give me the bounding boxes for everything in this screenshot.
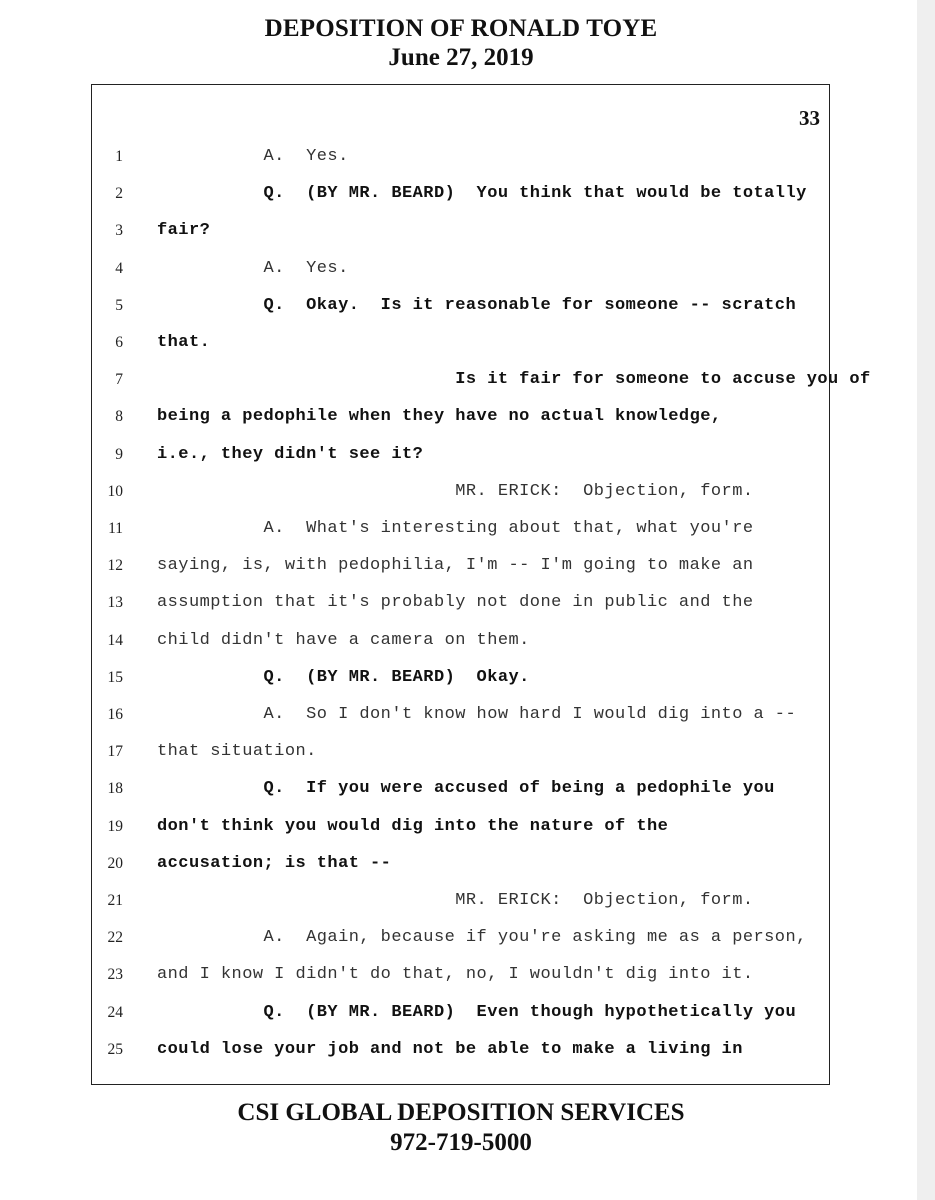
transcript-line (0, 330, 860, 356)
page-number: 33 (799, 106, 820, 130)
transcript-line (0, 851, 860, 877)
line-number: 9 (115, 445, 123, 463)
line-number: 25 (107, 1040, 123, 1058)
line-text: Q. (BY MR. BEARD) Even though hypothetically you (157, 1002, 797, 1022)
deposition-date: June 27, 2019 (388, 44, 534, 71)
line-text: being a pedophile when they have no actual knowledge, (157, 407, 722, 427)
line-text: MR. ERICK: Objection, form. (157, 891, 754, 910)
line-text: Q. Okay. Is it reasonable for someone -- scratch (157, 295, 797, 315)
line-number: 23 (107, 966, 123, 984)
transcript-line (0, 553, 860, 579)
line-number: 20 (107, 854, 123, 872)
court-reporter-company: CSI GLOBAL DEPOSITION SERVICES (237, 1099, 685, 1126)
line-text: that situation. (157, 742, 317, 762)
line-text: saying, is, with pedophilia, I'm -- I'm going to make an (157, 556, 754, 576)
line-text: and I know I didn't do that, no, I wouldn't dig into it. (157, 965, 754, 985)
line-text: accusation; is that -- (157, 853, 392, 873)
line-number: 19 (107, 817, 123, 835)
transcript-line (0, 814, 860, 840)
transcript-line (0, 1037, 860, 1063)
transcript-line (0, 776, 860, 802)
line-text: fair? (157, 221, 211, 241)
transcript-line (0, 739, 860, 765)
line-text: Is it fair for someone to accuse you of (157, 370, 871, 390)
line-number: 21 (107, 892, 123, 909)
transcript-line (0, 256, 860, 282)
line-number: 14 (107, 631, 123, 649)
line-text: MR. ERICK: Objection, form. (157, 481, 754, 501)
line-text: A. What's interesting about that, what you're (157, 519, 754, 538)
line-number: 11 (108, 520, 123, 537)
deposition-title: DEPOSITION OF RONALD TOYE (264, 15, 658, 42)
line-text: don't think you would dig into the nature of the (157, 816, 669, 836)
transcript-line (0, 218, 860, 244)
line-number: 5 (115, 296, 123, 314)
line-text: Q. If you were accused of being a pedophile you (157, 779, 775, 799)
transcript-line (0, 181, 860, 207)
line-number: 13 (107, 594, 123, 612)
line-text: A. Yes. (157, 258, 349, 278)
transcript-line (0, 479, 860, 505)
transcript-line (0, 404, 860, 430)
line-text: A. So I don't know how hard I would dig into a -- (157, 705, 797, 724)
page-edge (917, 0, 935, 1200)
line-number: 24 (107, 1003, 123, 1021)
line-number: 22 (107, 929, 123, 947)
line-text: Q. (BY MR. BEARD) You think that would be totally (157, 184, 807, 204)
line-number: 10 (107, 482, 123, 500)
transcript-line (0, 293, 860, 319)
line-number: 2 (115, 185, 123, 203)
line-text: A. Yes. (157, 147, 349, 166)
line-number: 4 (115, 259, 123, 277)
line-text: Q. (BY MR. BEARD) Okay. (157, 667, 530, 687)
transcript-line (0, 628, 860, 654)
transcript-line (0, 702, 860, 728)
line-number: 17 (107, 743, 123, 761)
line-text: i.e., they didn't see it? (157, 444, 424, 464)
line-text: A. Again, because if you're asking me as a person, (157, 928, 807, 948)
line-number: 12 (107, 557, 123, 575)
transcript-line (0, 590, 860, 616)
transcript-line (0, 144, 860, 170)
transcript-footer (0, 1098, 922, 1158)
line-number: 6 (115, 334, 123, 351)
line-text: assumption that it's probably not done in public and the (157, 593, 754, 613)
transcript-line (0, 665, 860, 691)
line-text: child didn't have a camera on them. (157, 630, 530, 650)
line-text: could lose your job and not be able to make a living in (157, 1039, 743, 1059)
court-reporter-phone: 972-719-5000 (390, 1129, 532, 1156)
transcript-line (0, 367, 871, 393)
line-number: 7 (115, 371, 123, 389)
transcript-line (0, 1000, 860, 1026)
transcript-line (0, 888, 860, 914)
transcript-header (0, 14, 922, 72)
transcript-line (0, 516, 860, 542)
transcript-line (0, 442, 860, 468)
line-number: 16 (107, 706, 123, 723)
line-number: 18 (107, 780, 123, 798)
line-text: that. (157, 333, 211, 352)
transcript-line (0, 962, 860, 988)
line-number: 3 (115, 222, 123, 240)
line-number: 8 (115, 408, 123, 426)
transcript-line (0, 925, 860, 951)
line-number: 1 (115, 148, 123, 165)
line-number: 15 (107, 668, 123, 686)
